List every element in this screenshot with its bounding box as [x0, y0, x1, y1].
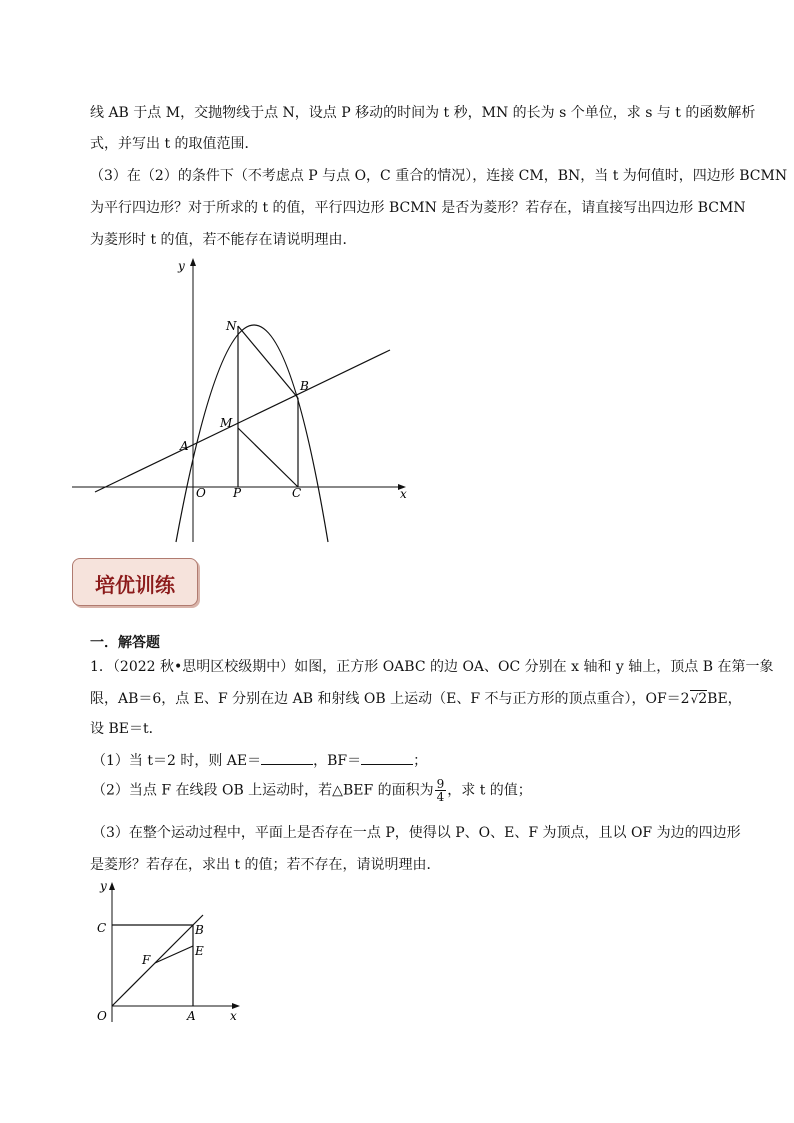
label-p: P: [233, 486, 242, 500]
label-x: x: [230, 1009, 237, 1023]
problem1-line-2: [90, 688, 742, 708]
label-x: x: [400, 487, 407, 501]
q1-text-b: ，BF＝: [313, 753, 362, 769]
ray-ob: [112, 915, 203, 1006]
question-3-line-2: 是菱形？若存在，求出 t 的值；若不存在，请说明理由．: [90, 857, 441, 873]
figure-parabola: [60, 252, 420, 547]
question-3-line-1: （3）在整个运动过程中，平面上是否存在一点 P，使得以 P、O、E、F 为顶点，且以 OF 为边的四边形: [92, 825, 741, 841]
label-c: C: [97, 921, 107, 935]
badge-peiyou: [72, 558, 198, 606]
question-1: [92, 750, 427, 770]
line-ab: [95, 350, 390, 492]
label-n: N: [226, 319, 237, 333]
y-axis-arrow: [109, 882, 115, 890]
label-c: C: [292, 486, 302, 500]
label-o: O: [196, 486, 206, 500]
fraction-numerator: 9: [436, 777, 445, 791]
parabola-curve: [176, 325, 328, 542]
answer-blank-ae: [261, 752, 313, 765]
segment-nb: [238, 326, 298, 398]
problem1-line-2a: 限，AB＝6，点 E、F 分别在边 AB 和射线 OB 上运动（E、F 不与正方形的顶点重合），OF＝2: [90, 691, 690, 707]
q2-text-b: ，求 t 的值；: [447, 782, 532, 799]
prev-problem-line-3: （3）在（2）的条件下（不考虑点 P 与点 O，C 重合的情况），连接 CM，BN，当 t 为何值时，四边形 BCMN: [90, 168, 788, 184]
fraction-denominator: 4: [436, 790, 445, 804]
answer-blank-bf: [361, 752, 413, 765]
sqrt-value: 2: [698, 691, 708, 707]
problem1-line-2b: BE，: [707, 691, 742, 707]
problem1-line-3: 设 BE＝t．: [90, 721, 163, 737]
problem1-line-1: 1．（2022 秋•思明区校级期中）如图，正方形 OABC 的边 OA、OC 分别在 x 轴和 y 轴上，顶点 B 在第一象: [90, 659, 774, 675]
prev-problem-line-4: 为平行四边形？对于所求的 t 的值，平行四边形 BCMN 是否为菱形？若存在，请直接写出四边形 BCMN: [90, 200, 746, 216]
q1-text-c: ；: [413, 753, 428, 769]
badge-text: 培优训练: [95, 573, 175, 597]
label-a: A: [187, 1009, 196, 1023]
sqrt-two: √2: [690, 691, 708, 707]
label-a: A: [180, 439, 189, 453]
q1-text-a: （1）当 t＝2 时，则 AE＝: [92, 753, 262, 769]
label-f: F: [142, 953, 151, 967]
segment-fe: [155, 946, 193, 963]
prev-problem-line-1: 线 AB 于点 M，交抛物线于点 N，设点 P 移动的时间为 t 秒，MN 的长为 s 个单位，求 s 与 t 的函数解析: [90, 105, 756, 121]
label-y: y: [100, 879, 107, 893]
y-axis-arrow: [190, 258, 196, 266]
label-o: O: [97, 1009, 107, 1023]
label-b: B: [300, 379, 309, 393]
section-title: 一．解答题: [90, 635, 160, 651]
question-2: [92, 778, 532, 803]
label-y: y: [178, 259, 185, 273]
fraction-nine-fourths: [435, 778, 447, 803]
prev-problem-line-2: 式，并写出 t 的取值范围．: [90, 136, 259, 152]
label-m: M: [220, 416, 233, 430]
q2-text-a: （2）当点 F 在线段 OB 上运动时，若△BEF 的面积为: [92, 782, 434, 799]
label-e: E: [195, 944, 204, 958]
prev-problem-line-5: 为菱形时 t 的值，若不能存在请说明理由．: [90, 232, 357, 248]
label-b: B: [195, 923, 204, 937]
figure-square: [85, 874, 250, 1024]
segment-mc: [238, 428, 298, 487]
